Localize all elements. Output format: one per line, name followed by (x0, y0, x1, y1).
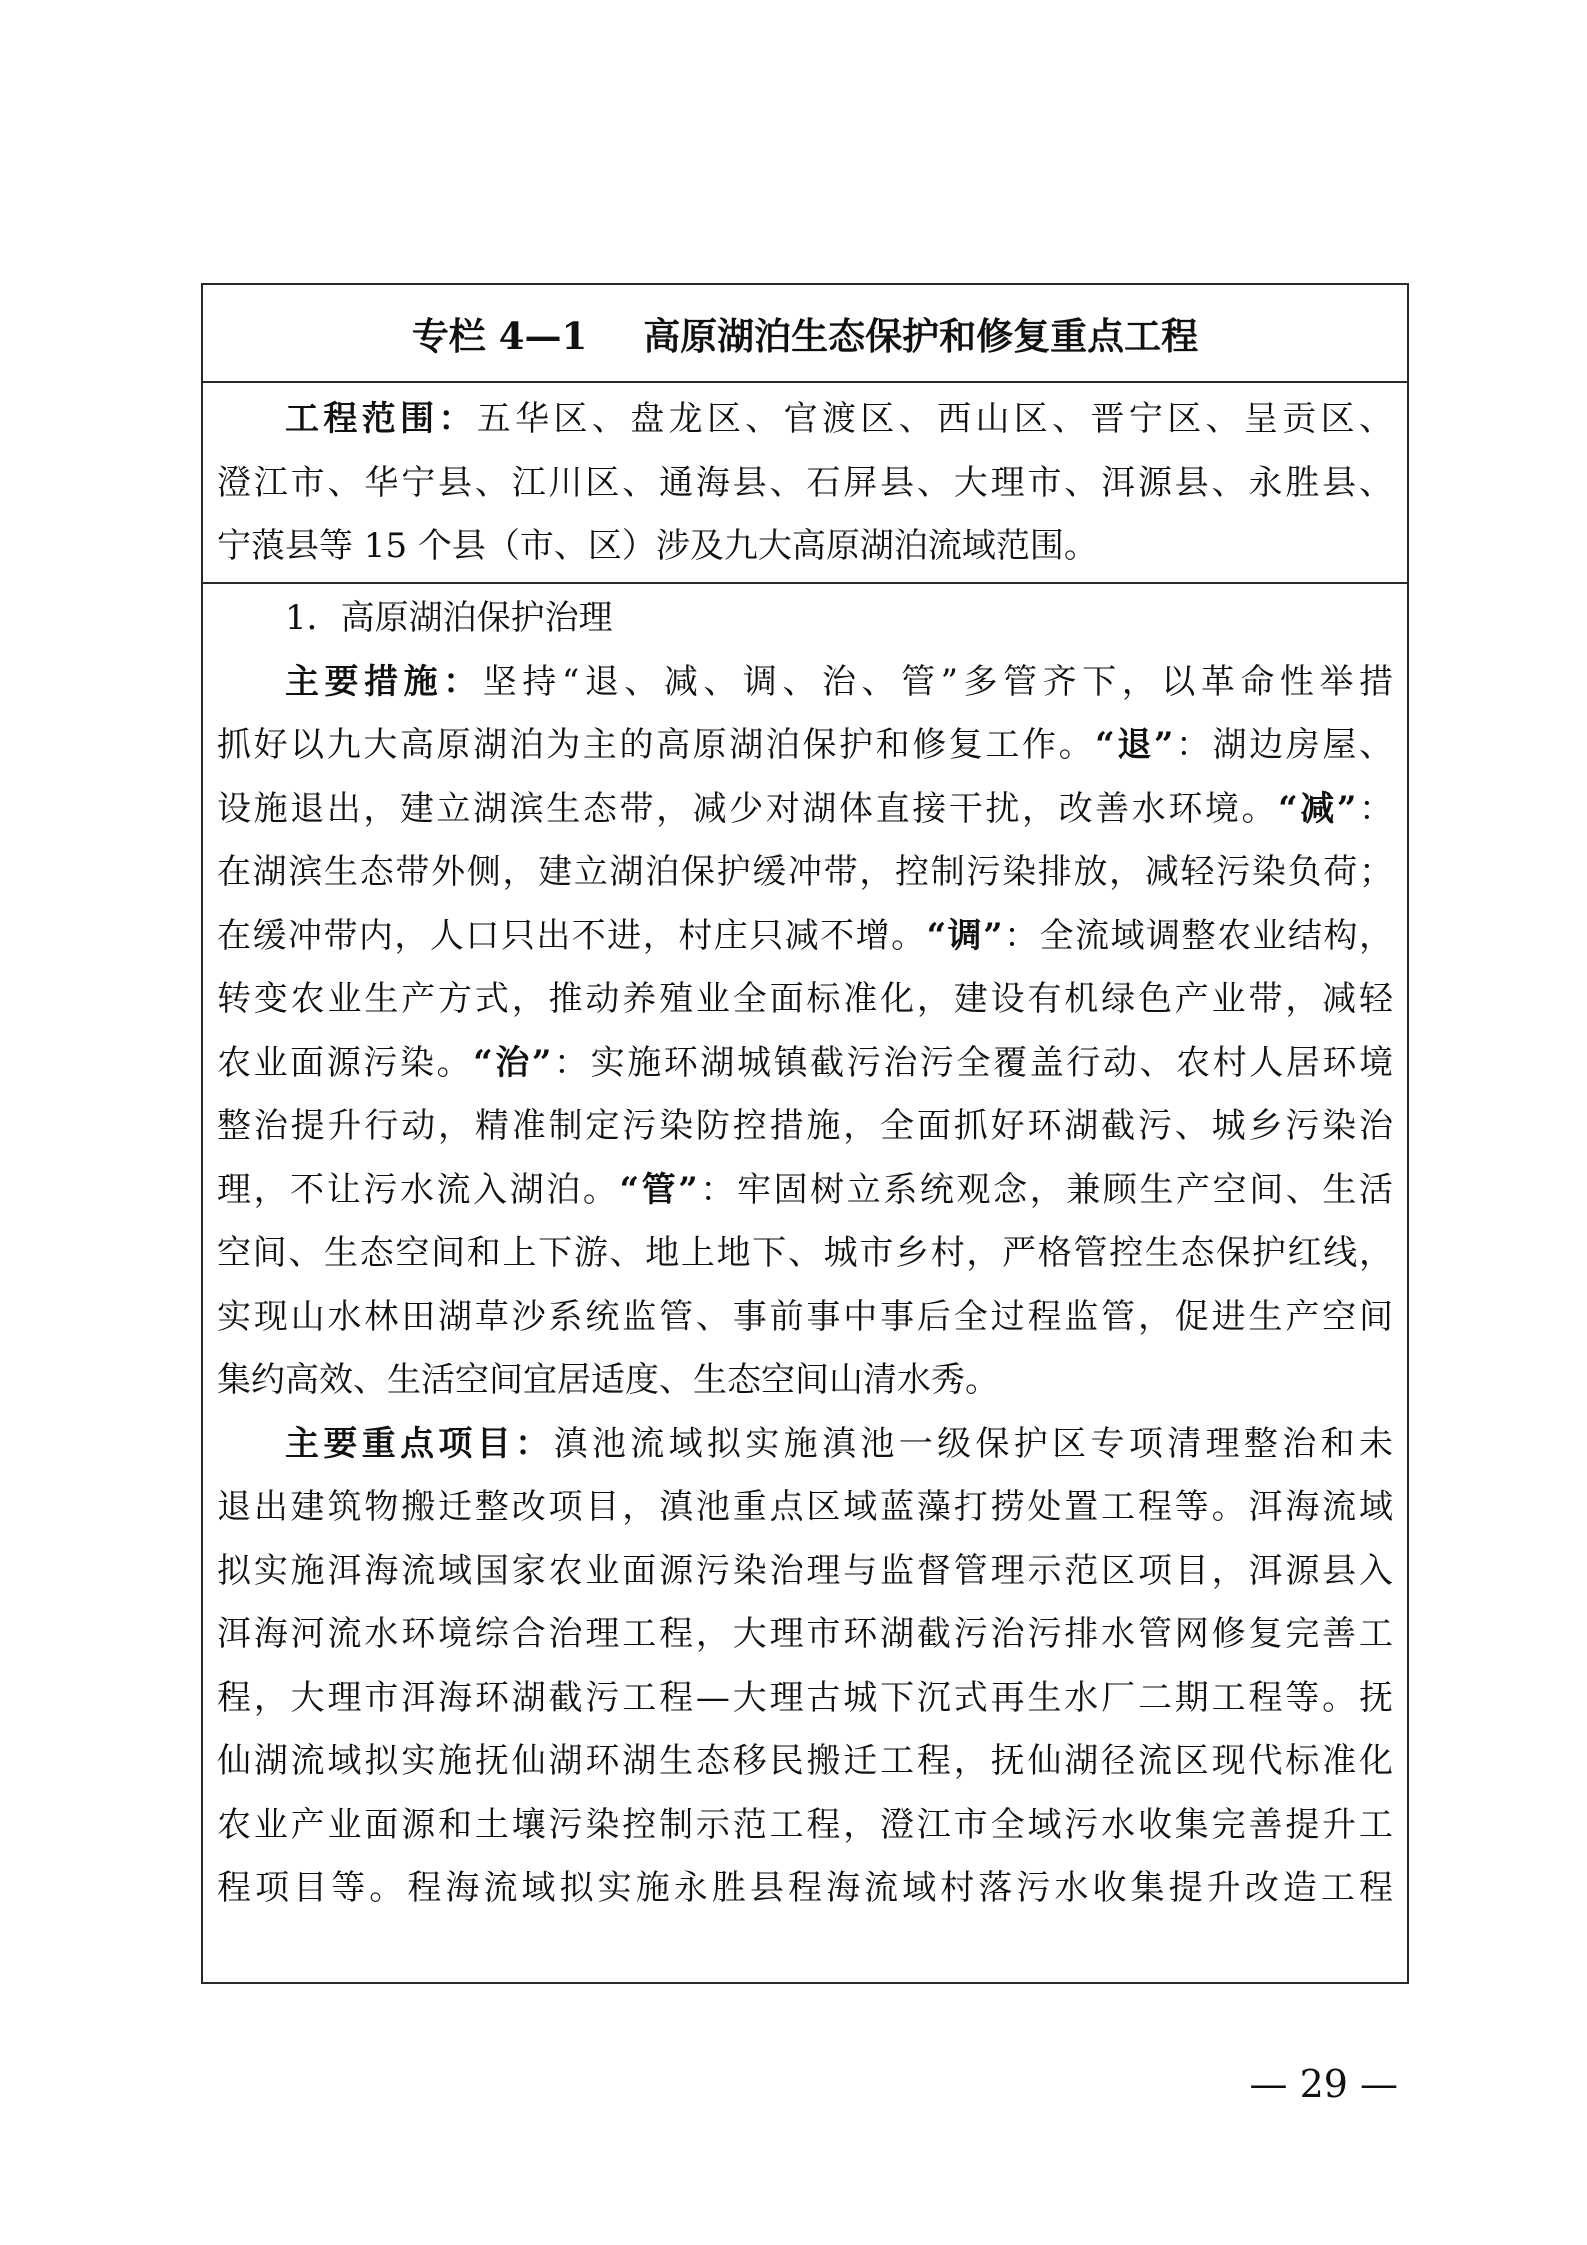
projects-line (217, 1540, 1393, 1604)
measures-line (217, 1032, 1393, 1096)
projects-line (217, 1413, 1393, 1477)
measures-text: 集约高效、生活空间宜居适度、生态空间山清水秀。 (217, 1360, 999, 1400)
measures-text: ：湖边房屋、 (1173, 725, 1393, 765)
measures-line (217, 968, 1393, 1032)
projects-line (217, 1476, 1393, 1540)
scope-line (217, 515, 1393, 579)
measures-line (217, 1222, 1393, 1286)
measures-line (217, 714, 1393, 778)
measures-text: 实现山水林田湖草沙系统监管、事前事中事后全过程监管，促进生产空间 (217, 1296, 1393, 1337)
projects-text: 拟实施洱海流域国家农业面源污染治理与监督管理示范区项目，洱源县入 (217, 1550, 1393, 1591)
scope-text: 宁蒗县等 15 个县（市、区）涉及九大高原湖泊流域范围。 (217, 526, 1098, 566)
scope-text: 五华区、盘龙区、官渡区、西山区、晋宁区、呈贡区、 (476, 399, 1393, 439)
box-title-label: 专栏 4—1 (411, 314, 588, 358)
measures-text: 在缓冲带内，人口只出不进，村庄只减不增。 (217, 915, 927, 956)
section-heading: 1．高原湖泊保护治理 (285, 598, 613, 638)
measures-heading: 主要措施： (285, 661, 483, 702)
keyword-tiao: “调” (926, 915, 1003, 956)
projects-heading: 主要重点项目： (285, 1423, 554, 1464)
measures-text: ：牢固树立系统观念，兼顾生产空间、生活 (697, 1169, 1393, 1210)
measures-line (217, 905, 1393, 969)
measures-text: 转变农业生产方式，推动养殖业全面标准化，建设有机绿色产业带，减轻 (217, 979, 1393, 1019)
projects-text: 程，大理市洱海环湖截污工程—大理古城下沉式再生水厂二期工程等。抚 (217, 1677, 1393, 1718)
page-number: — 29 — (1249, 2062, 1398, 2106)
scope-text: 澄江市、华宁县、江川区、通海县、石屏县、大理市、洱源县、永胜县、 (217, 462, 1393, 503)
keyword-jian: “减” (1278, 788, 1357, 829)
measures-text: 整治提升行动，精准制定污染防控措施，全面抓好环湖截污、城乡污染治 (217, 1106, 1393, 1146)
measures-line (217, 1095, 1393, 1159)
measures-line (217, 841, 1393, 905)
projects-text: 程项目等。程海流域拟实施永胜县程海流域村落污水收集提升改造工程 (217, 1868, 1393, 1908)
projects-text: 洱海河流水环境综合治理工程，大理市环湖截污治污排水管网修复完善工 (217, 1614, 1393, 1654)
measures-text: 理，不让污水流入湖泊。 (217, 1169, 620, 1210)
projects-line (217, 1794, 1393, 1858)
projects-text: 退出建筑物搬迁整改项目，滇池重点区域蓝藻打捞处置工程等。洱海流域 (217, 1487, 1393, 1527)
measures-text: 在湖滨生态带外侧，建立湖泊保护缓冲带，控制污染排放，减轻污染负荷； (217, 852, 1393, 892)
measures-line (217, 1286, 1393, 1350)
keyword-zhi: “治” (473, 1042, 552, 1083)
projects-text: 滇池流域拟实施滇池一级保护区专项清理整治和未 (553, 1423, 1393, 1464)
keyword-tui: “退” (1095, 725, 1174, 765)
measures-text: 设施退出，建立湖滨生态带，减少对湖体直接干扰，改善水环境。 (217, 788, 1279, 829)
projects-text: 仙湖流域拟实施抚仙湖环湖生态移民搬迁工程，抚仙湖径流区现代标准化 (217, 1741, 1393, 1781)
measures-text: ： (1356, 788, 1393, 829)
measures-text: 农业面源污染。 (217, 1042, 474, 1083)
projects-text: 农业产业面源和土壤污染控制示范工程，澄江市全域污水收集完善提升工 (217, 1804, 1393, 1845)
measures-line (217, 1349, 1393, 1413)
projects-line (217, 1730, 1393, 1794)
measures-line (217, 1159, 1393, 1223)
scope-line (217, 452, 1393, 516)
measures-text: ：全流域调整农业结构， (1002, 915, 1393, 956)
keyword-guan: “管” (619, 1169, 698, 1210)
projects-line (217, 1667, 1393, 1731)
projects-line (217, 1603, 1393, 1667)
scope-row (203, 383, 1407, 584)
measures-text: 抓好以九大高原湖泊为主的高原湖泊保护和修复工作。 (217, 725, 1096, 765)
measures-text: ：实施环湖城镇截污治污全覆盖行动、农村人居环境 (551, 1042, 1393, 1083)
special-column-box (201, 283, 1409, 1984)
measures-line (217, 651, 1393, 715)
box-title-text: 高原湖泊生态保护和修复重点工程 (643, 314, 1199, 358)
measures-text: 坚持“退、减、调、治、管”多管齐下，以革命性举措 (482, 661, 1393, 702)
projects-line (217, 1857, 1393, 1921)
scope-line (217, 388, 1393, 452)
measures-line (217, 778, 1393, 842)
scope-heading: 工程范围： (285, 399, 477, 439)
measures-text: 空间、生态空间和上下游、地上地下、城市乡村，严格管控生态保护红线， (217, 1233, 1393, 1273)
content-row (203, 584, 1407, 1982)
box-title-row (203, 285, 1407, 383)
